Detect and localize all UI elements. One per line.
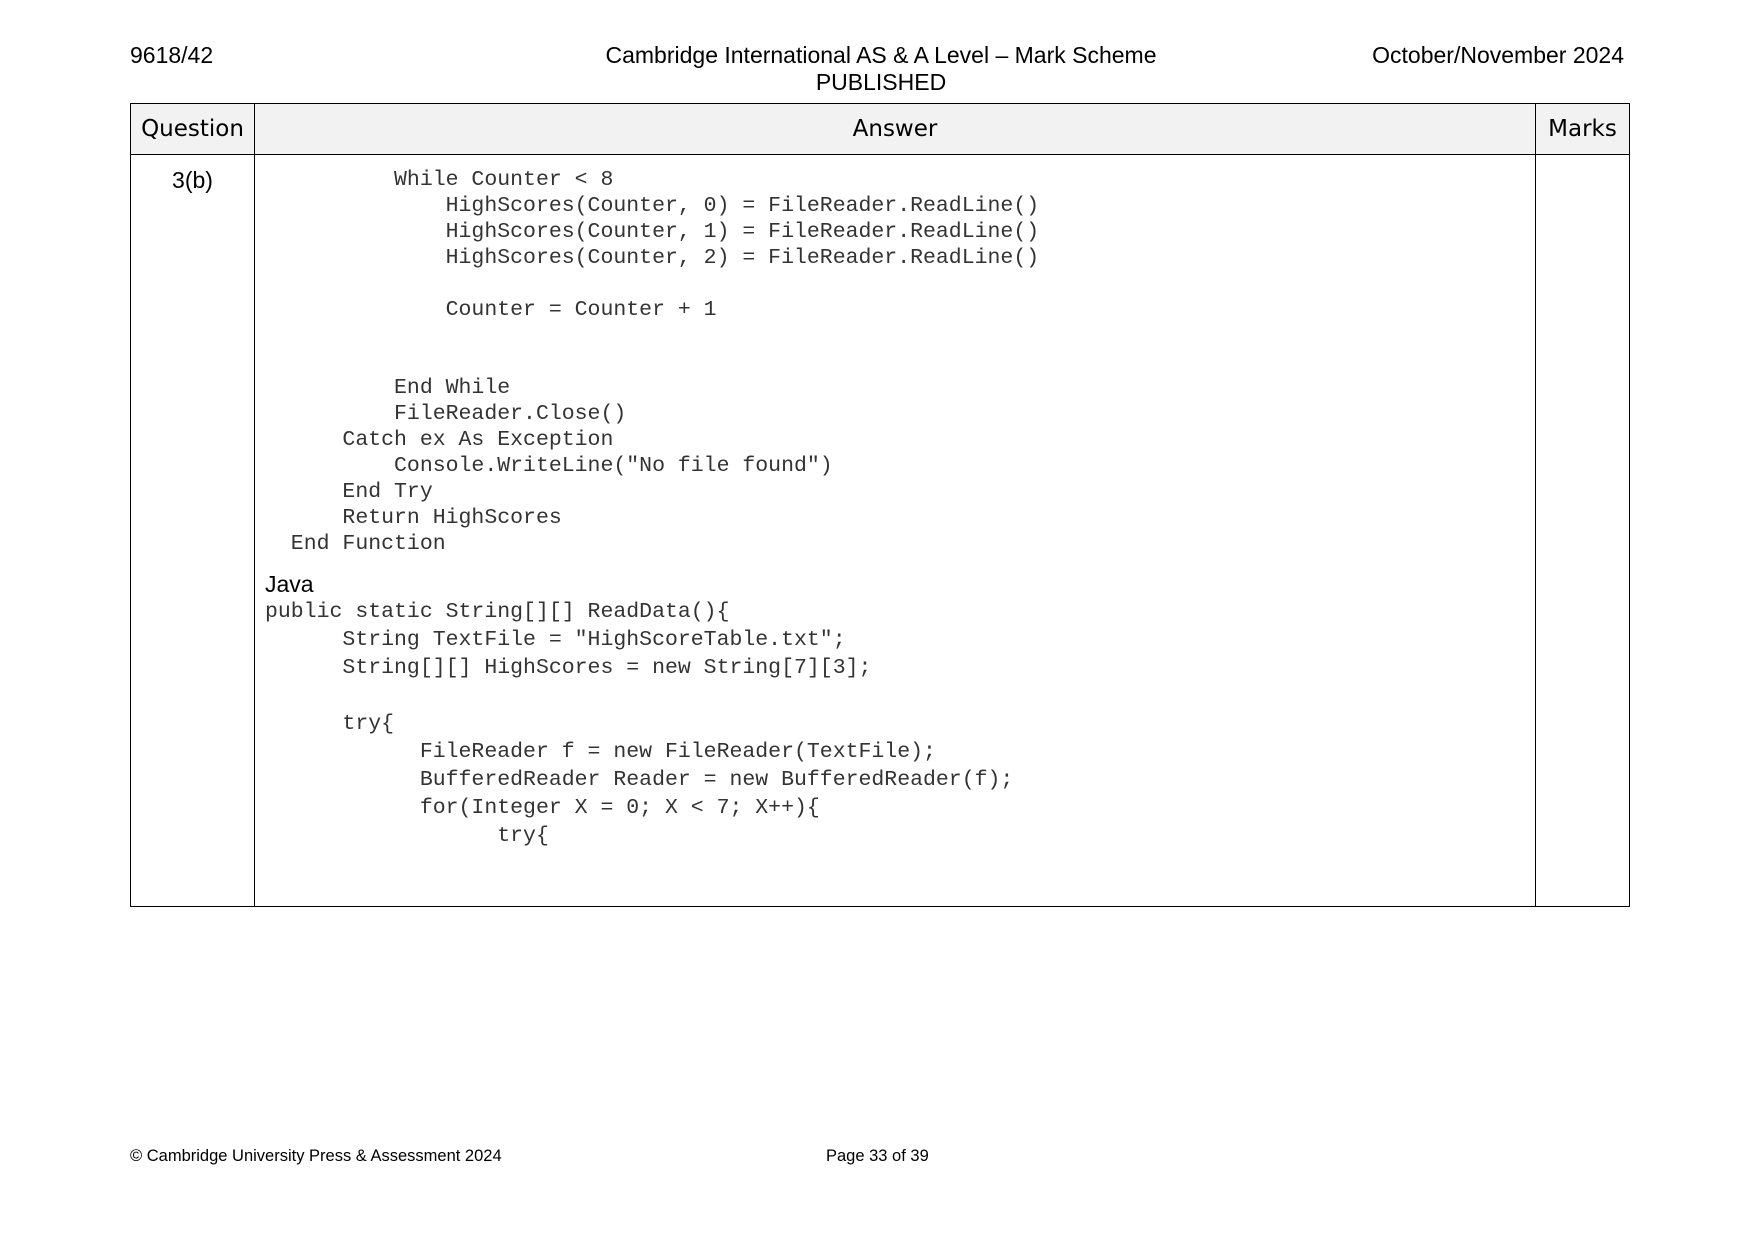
- code-line: Return HighScores: [265, 506, 562, 530]
- question-column-header: Question: [131, 104, 255, 155]
- code-line: FileReader f = new FileReader(TextFile);: [265, 740, 936, 764]
- code-line: End Try: [265, 480, 433, 504]
- code-line: Catch ex As Exception: [265, 428, 614, 452]
- java-language-label: Java: [265, 571, 314, 597]
- code-line: String TextFile = "HighScoreTable.txt";: [265, 628, 846, 652]
- marks-cell: [1536, 155, 1630, 907]
- marks-column-header: Marks: [1536, 104, 1630, 155]
- code-line: [265, 349, 1525, 375]
- code-line: public static String[][] ReadData(){: [265, 600, 730, 624]
- copyright-notice: © Cambridge University Press & Assessment 2024: [130, 1147, 502, 1165]
- page-number: Page 33 of 39: [826, 1147, 929, 1165]
- code-line: While Counter < 8: [265, 168, 614, 192]
- question-number: 3(b): [131, 155, 255, 907]
- code-line: try{: [265, 824, 549, 848]
- code-line: End While: [265, 376, 511, 400]
- code-line: Counter = Counter + 1: [265, 298, 717, 322]
- code-line: Console.WriteLine("No file found"): [265, 454, 833, 478]
- code-line: for(Integer X = 0; X < 7; X++){: [265, 796, 820, 820]
- table-header-row: [131, 104, 1630, 155]
- published-label: PUBLISHED: [815, 69, 947, 95]
- vb-code-block: [265, 167, 1525, 557]
- code-line: [265, 682, 1525, 710]
- code-line: BufferedReader Reader = new BufferedReader(f);: [265, 768, 1014, 792]
- answer-column-header: Answer: [255, 104, 1536, 155]
- code-line: [265, 271, 1525, 297]
- code-line: HighScores(Counter, 2) = FileReader.ReadLine(): [265, 246, 1040, 270]
- java-code-block: [265, 598, 1525, 850]
- code-line: End Function: [265, 532, 446, 556]
- code-line: HighScores(Counter, 0) = FileReader.ReadLine(): [265, 194, 1040, 218]
- title-line: Cambridge International AS & A Level – Mark Scheme: [605, 42, 1157, 68]
- answer-cell: [255, 155, 1536, 907]
- code-line: [265, 323, 1525, 349]
- paper-code: 9618/42: [130, 42, 214, 68]
- code-line: String[][] HighScores = new String[7][3];: [265, 656, 872, 680]
- exam-session: October/November 2024: [1372, 42, 1624, 68]
- table-row: [131, 155, 1630, 907]
- code-line: HighScores(Counter, 1) = FileReader.ReadLine(): [265, 220, 1040, 244]
- mark-scheme-table: [130, 103, 1630, 907]
- code-line: try{: [265, 712, 395, 736]
- code-line: FileReader.Close(): [265, 402, 627, 426]
